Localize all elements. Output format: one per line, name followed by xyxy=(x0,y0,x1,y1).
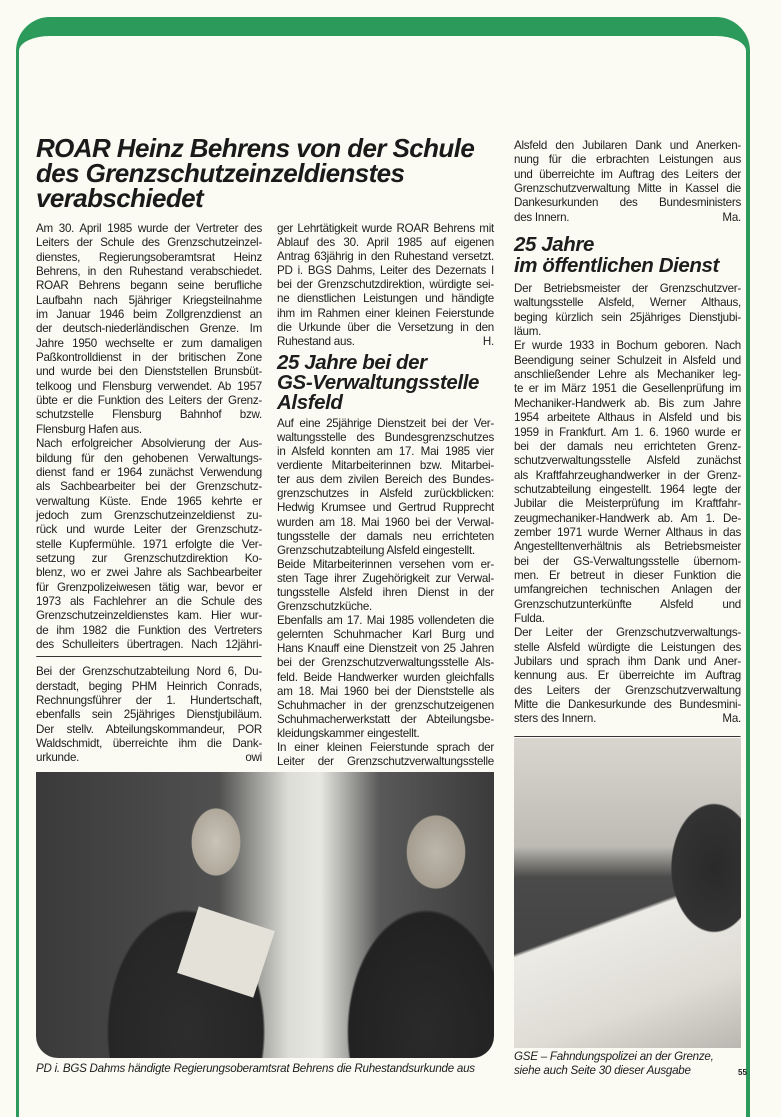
text-line: bei der Grenzschutzverwaltungsstelle Als- xyxy=(277,656,494,670)
text-line-with-signature xyxy=(514,211,741,225)
text-line: waltungsstelle Alsfeld, Werner Althaus, xyxy=(514,296,741,310)
column-2 xyxy=(277,222,494,769)
text-line: Jahre 1950 wechselte er zum damaligen xyxy=(36,336,262,350)
text-line: PD i. BGS Dahms, Leiter des Dezernats I xyxy=(277,264,494,278)
text-line: Grenzschutzverwaltung Mitte in Kassel die xyxy=(514,182,741,196)
text-line: wurden am 18. Mai 1960 bei der Verwal- xyxy=(277,515,494,529)
author-initials: owi xyxy=(245,751,262,765)
text-line: Mechaniker-Handwerk ab. Bis zum Jahre xyxy=(514,396,741,410)
text-line: stelle Alsfeld würdigte die Leistungen des xyxy=(514,640,741,654)
text-line: läum. xyxy=(514,325,542,339)
text-line: Am 30. April 1985 wurde der Vertreter des xyxy=(36,222,262,235)
author-initials: H. xyxy=(482,334,494,348)
column-1 xyxy=(36,222,262,766)
text-line: Jubilars und sprach ihm Dank und Aner- xyxy=(514,655,741,668)
text-line: Auf eine 25jährige Dienstzeit bei der Ver- xyxy=(277,416,494,430)
paragraph xyxy=(514,339,741,626)
heading-line: GS-Verwaltungsstelle xyxy=(277,370,479,394)
text-line: als Kraftfahrzeughandwerker in der Grenz- xyxy=(514,468,741,482)
title-line: ROAR Heinz Behrens von der Schule xyxy=(36,133,475,163)
text-line: Er wurde 1933 in Bochum geboren. Nach xyxy=(514,339,741,353)
text-line-with-signature xyxy=(514,712,741,726)
text-line: schutzstelle Flensburg Bahnhof bzw. xyxy=(36,408,262,422)
text-line: anschließender Lehre als Mechaniker leg- xyxy=(514,368,741,382)
text-line: Jubilar die Meisterprüfung im Kraftfahr- xyxy=(514,497,741,511)
text-line: bei der damals neu errichteten Grenz- xyxy=(514,439,741,453)
text-line: gelernten Schuhmacher Karl Burg und xyxy=(277,628,494,642)
text-line: 1973 als Fachlehrer an die Schule des xyxy=(36,594,262,608)
text-line: Schuhmacherwerkstatt der Abteilungsbe- xyxy=(277,712,494,726)
divider xyxy=(514,736,741,737)
text-line: grenzschutzes in Alsfeld zurückblicken: xyxy=(277,487,494,501)
caption-line: siehe auch Seite 30 dieser Ausgabe xyxy=(514,1064,691,1077)
text-line: Antrag 63jährig in den Ruhestand versetzt. xyxy=(277,250,494,264)
text-line: die Urkunde über die Versetzung in den xyxy=(277,320,494,334)
text-line: Grenzschutzunterkünfte Alsfeld und xyxy=(514,597,741,611)
text-line: ebenfalls sein 25jähriges Dienstjubiläum. xyxy=(36,708,262,722)
text-line: 1959 in Frankfurt. Am 1. 6. 1960 wurde er xyxy=(514,425,741,439)
paragraph xyxy=(514,282,741,339)
text-line: Leiter der Grenzschutzverwaltungsstelle xyxy=(277,755,494,769)
text-line: der deutsch-niederländischen Grenze. Im xyxy=(36,322,262,336)
text-line: Grenzschutzeinzeldienstes kam. Hier wur- xyxy=(36,609,262,623)
page-number: 55 xyxy=(738,1068,747,1077)
text-line: ger Lehrtätigkeit wurde ROAR Behrens mit xyxy=(277,222,494,235)
paragraph xyxy=(36,222,262,437)
text-line: für Grenzpolizeiwesen tätig war, bevor er xyxy=(36,580,262,594)
paragraph xyxy=(277,417,494,558)
text-line: feld. Beide Handwerker wurden gleichfalls xyxy=(277,670,494,684)
text-line: übte er die Funktion des Leiters der Grenz- xyxy=(36,394,262,408)
paragraph xyxy=(514,626,741,726)
text-line: verwaltung Küste. Ende 1965 kehrte er xyxy=(36,494,262,508)
text-line: zember 1971 wurde Werner Althaus in das xyxy=(514,525,741,539)
title-line: des Grenzschutzeinzeldienstes xyxy=(36,158,405,188)
text-line: Der Leiter der Grenzschutzverwaltungs- xyxy=(514,626,741,640)
text-line: tungsstelle der damals neu errichteten xyxy=(277,529,494,543)
text-line: 1954 arbeitete Althaus in Alsfeld und bis xyxy=(514,411,741,425)
text-line: Flensburg Hafen aus. xyxy=(36,422,142,436)
text-line: Grenzschutzabteilung Alsfeld eingestellt. xyxy=(277,543,475,557)
certificate-document xyxy=(177,906,275,997)
text-line: ter aus dem zivilen Bereich des Bundes- xyxy=(277,473,494,487)
text-line: Hedwig Krumsee und Gertrud Rupprecht xyxy=(277,501,494,515)
article2-continued xyxy=(514,139,741,225)
article3-body xyxy=(514,282,741,727)
text-line: kleidungskammer eingestellt. xyxy=(277,726,420,740)
article2-body xyxy=(277,417,494,769)
article1-continued xyxy=(277,222,494,349)
text-line: in Alsfeld konnten am 17. Mai 1985 vier xyxy=(277,445,494,459)
text-line: Laufbahn nach 5jähriger Kriegsteilnahme xyxy=(36,293,262,307)
text-line: Grenzschutzküche. xyxy=(277,600,372,614)
paragraph xyxy=(277,558,494,614)
photo-caption-left: PD i. BGS Dahms händigte Regierungsoberamtsrat Behrens die Ruhestandsurkunde aus xyxy=(36,1062,475,1075)
text-line: Angestelltenverhältnis als Betriebsmeister xyxy=(514,540,741,554)
text-line: Mitte die Dankesurkunde des Bundesmini- xyxy=(514,698,741,712)
text-line: schutzverwaltungsstelle Alsfeld zunächst xyxy=(514,454,741,468)
text-line: beging kürzlich sein 25jähriges Dienstjubi- xyxy=(514,310,741,324)
text-line: ihm im Rahmen einer kleinen Feierstunde xyxy=(277,306,494,320)
text-line: schutzabteilung eingestellt. 1964 legte der xyxy=(514,482,741,496)
text-line: Beide Mitarbeiterinnen versehen vom er- xyxy=(277,557,494,571)
text-line: rück und wurde Leiter der Grenzschutz- xyxy=(36,523,262,537)
text-line: bildung für den gehobenen Verwaltungs- xyxy=(36,451,262,465)
text-line: stelle Kupfermühle. 1971 erfolgte die Ver- xyxy=(36,537,262,551)
text-line: und überreichte im Auftrag des Leiters der xyxy=(514,167,741,181)
text-line: bei der Grenzschutzdirektion, würdigte sei- xyxy=(277,278,494,292)
text-line: blenz, wo er zwei Jahre als Sachbearbeiter xyxy=(36,566,262,580)
text-line: Schuhmacher in der grenzschutzeigenen xyxy=(277,698,494,712)
article2-heading xyxy=(277,350,494,414)
paragraph xyxy=(277,741,494,769)
author-initials: Ma. xyxy=(722,712,741,726)
photo-caption-right xyxy=(514,1050,741,1078)
text-line: Bei der Grenzschutzabteilung Nord 6, Du- xyxy=(36,665,262,679)
text-line: des Leiters der Grenzschutzverwaltung xyxy=(514,683,741,697)
photo-handover-ceremony xyxy=(36,772,494,1058)
paragraph xyxy=(36,437,262,652)
title-line: verabschiedet xyxy=(36,183,204,213)
text-line: ROAR Behrens begann seine berufliche xyxy=(36,279,262,293)
text-line: bei der GS-Verwaltungsstelle übernom- xyxy=(514,554,741,568)
text-line: Hans Knauff eine Dienstzeit von 25 Jahren xyxy=(277,642,494,656)
text-line: umfangreichen technischen Anlagen der xyxy=(514,583,741,597)
text-line: sters des Innern. xyxy=(514,712,597,726)
text-line: jedoch zum Grenzschutzeinzeldienst zu- xyxy=(36,508,262,522)
text-line: dienstes, Regierungsoberamtsrat Heinz xyxy=(36,250,262,264)
text-line: Leiters der Schule des Grenzschutzeinzel- xyxy=(36,236,262,250)
text-line: te er im März 1951 die Gesellenprüfung im xyxy=(514,382,741,396)
text-line: Waldschmidt, überreichte ihm die Dank- xyxy=(36,737,262,751)
text-line: des Schulleiters übertragen. Nach 12jähri- xyxy=(36,637,262,651)
text-line: Ablauf des 30. April 1985 auf eigenen xyxy=(277,236,494,250)
text-line: Nach erfolgreicher Absolvierung der Aus- xyxy=(36,437,262,451)
caption-line: GSE – Fahndungspolizei an der Grenze, xyxy=(514,1050,714,1063)
heading-line: im öffentlichen Dienst xyxy=(514,254,719,278)
text-line: In einer kleinen Feierstunde sprach der xyxy=(277,741,494,754)
text-line: am 18. Mai 1960 bei der Dienststelle als xyxy=(277,684,494,698)
text-line: sten Tage ihrer Zugehörigkeit zur Verwal- xyxy=(277,571,494,585)
text-line: tungsstelle Alsfeld ihren Dienst in der xyxy=(277,585,494,599)
text-line: Paßkontrolldienst in der britischen Zone xyxy=(36,351,262,365)
column-3 xyxy=(514,139,741,737)
paragraph xyxy=(36,665,262,765)
text-line: zeugmechaniker-Handwerk ab. Am 1. De- xyxy=(514,511,741,525)
heading-line: Alsfeld xyxy=(277,390,343,414)
text-line: Rechnungsführer der 1. Hundertschaft, xyxy=(36,694,262,707)
text-line: Alsfeld den Jubilaren Dank und Anerken- xyxy=(514,139,741,152)
text-line: derstadt, beging PHM Heinrich Conrads, xyxy=(36,679,262,693)
text-line: dienst fand er 1964 zunächst Verwendung xyxy=(36,465,262,479)
author-initials: Ma. xyxy=(722,210,741,224)
text-line: ne dienstlichen Leistungen und händigte xyxy=(277,292,494,306)
text-line: kennung aus. Er überreichte im Auftrag xyxy=(514,669,741,683)
text-line: Ebenfalls am 17. Mai 1985 vollendeten die xyxy=(277,614,494,628)
text-line: im Januar 1946 beim Zollgrenzdienst an xyxy=(36,308,262,322)
text-line: setzung zur Grenzschutzdirektion Ko- xyxy=(36,551,262,565)
text-line: Beendigung seiner Schulzeit in Alsfeld und xyxy=(514,353,741,367)
photo-radio-operator xyxy=(514,738,741,1048)
paragraph xyxy=(277,222,494,349)
text-line: waltungsstelle des Bundesgrenzschutzes xyxy=(277,430,494,444)
paragraph xyxy=(514,139,741,225)
text-line: telkoog und Flensburg verwendet. Ab 1957 xyxy=(36,379,262,393)
text-line: des Innern. xyxy=(514,210,570,224)
text-line: verdiente Mitarbeiterinnen bzw. Mitarbei- xyxy=(277,459,494,473)
heading-line: 25 Jahre bei der xyxy=(277,350,427,374)
text-line: men. Er betreut in dieser Funktion die xyxy=(514,568,741,582)
heading-line: 25 Jahre xyxy=(514,233,595,257)
paragraph xyxy=(277,614,494,741)
article-title xyxy=(36,133,496,213)
article1-body xyxy=(36,222,262,652)
text-line: Behrens, in den Ruhestand verabschiedet. xyxy=(36,265,262,279)
text-line: Dankesurkunden des Bundesministers xyxy=(514,196,741,210)
text-line: als Sachbearbeiter bei der Grenzschutz- xyxy=(36,480,262,494)
text-line-with-signature xyxy=(36,751,262,765)
text-line: und wurde bei den Dienststellen Brunsbüt- xyxy=(36,365,262,379)
note-body xyxy=(36,665,262,765)
text-line-with-signature xyxy=(277,335,494,349)
text-line: nung für die erbrachten Leistungen aus xyxy=(514,153,741,167)
text-line: de ihm 1982 die Funktion des Vertreters xyxy=(36,623,262,637)
article3-heading xyxy=(514,234,741,276)
text-line: Ruhestand aus. xyxy=(277,334,355,348)
text-line: Der stellv. Abteilungskommandeur, POR xyxy=(36,722,262,736)
text-line: urkunde. xyxy=(36,751,80,765)
text-line: Fulda. xyxy=(514,611,545,625)
text-line: Der Betriebsmeister der Grenzschutzver- xyxy=(514,282,741,296)
